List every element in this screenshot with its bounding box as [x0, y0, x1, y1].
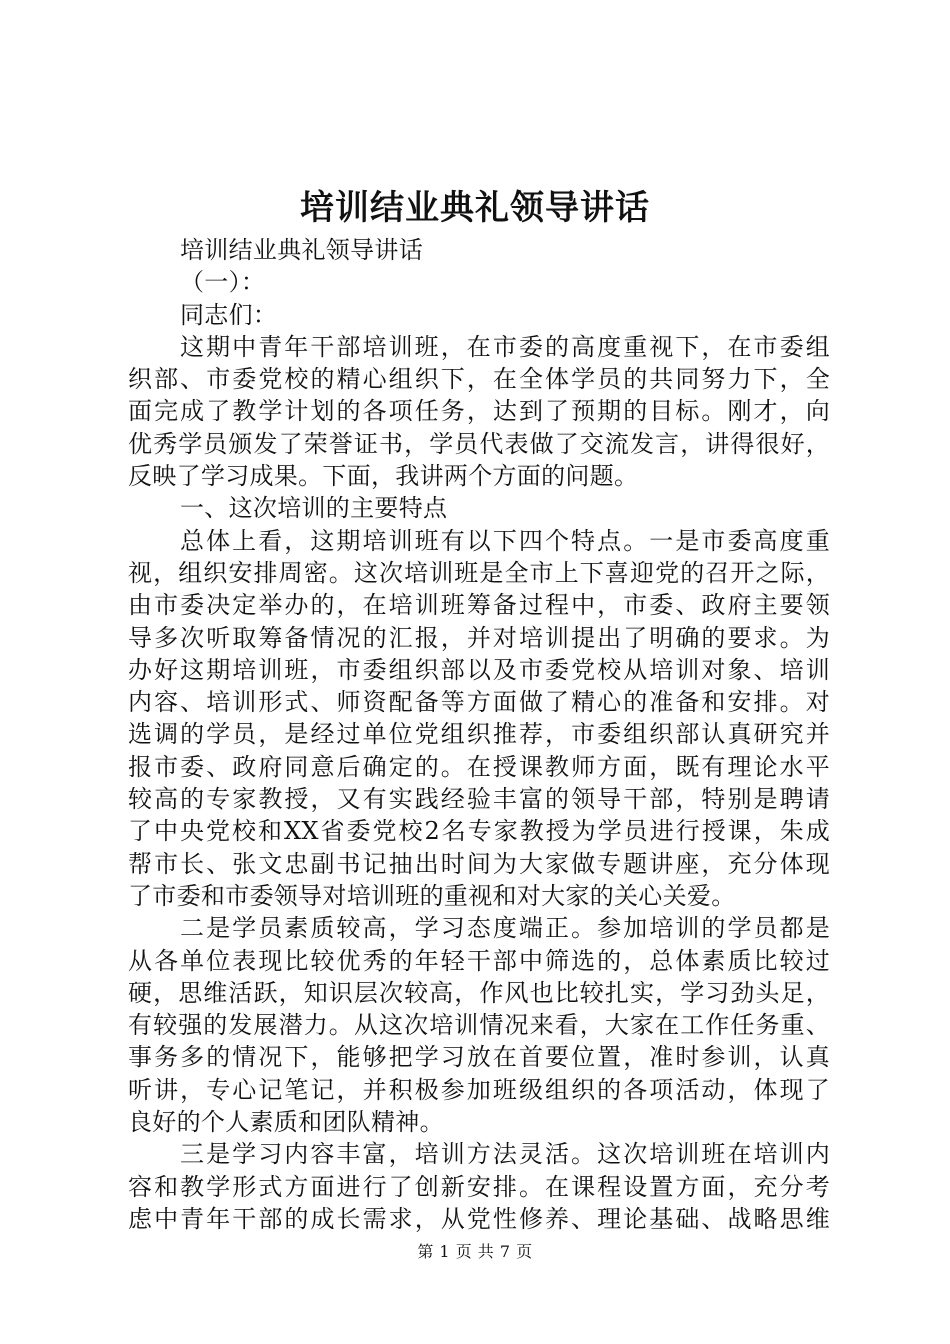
paragraph-line: 内容、培训形式、师资配备等方面做了精心的准备和安排。对 — [128, 688, 830, 717]
paragraph-line: 织部、市委党校的精心组织下，在全体学员的共同努力下，全 — [128, 365, 830, 394]
paragraph-line: 良好的个人素质和团队精神。 — [128, 1108, 444, 1137]
paragraph-line: 三是学习内容丰富，培训方法灵活。这次培训班在培训内 — [180, 1140, 830, 1169]
paragraph-line: 视，组织安排周密。这次培训班是全市上下喜迎党的召开之际， — [128, 558, 830, 587]
document-title: 培训结业典礼领导讲话 — [300, 188, 650, 228]
paragraph-line: 二是学员素质较高，学习态度端正。参加培训的学员都是 — [180, 914, 830, 943]
paragraph-line: 办好这期培训班，市委组织部以及市委党校从培训对象、培训 — [128, 655, 830, 684]
paragraph-line: 报市委、政府同意后确定的。在授课教师方面，既有理论水平 — [128, 752, 830, 781]
paragraph-line: 事务多的情况下，能够把学习放在首要位置，准时参训，认真 — [128, 1043, 830, 1072]
paragraph-line: 容和教学形式方面进行了创新安排。在课程设置方面，充分考 — [128, 1172, 830, 1201]
paragraph-line: 了中央党校和XX省委党校2名专家教授为学员进行授课，朱成 — [128, 817, 830, 846]
paragraph-line: 有较强的发展潜力。从这次培训情况来看，大家在工作任务重、 — [128, 1011, 830, 1040]
paragraph-line: 面完成了教学计划的各项任务，达到了预期的目标。刚才，向 — [128, 397, 830, 426]
paragraph-line: 优秀学员颁发了荣誉证书，学员代表做了交流发言，讲得很好， — [128, 429, 830, 458]
paragraph-line: 较高的专家教授，又有实践经验丰富的领导干部，特别是聘请 — [128, 785, 830, 814]
page-number-footer: 第 1 页 共 7 页 — [417, 1242, 533, 1261]
paragraph-line: 从各单位表现比较优秀的年轻干部中筛选的，总体素质比较过 — [128, 946, 830, 975]
paragraph-line: 总体上看，这期培训班有以下四个特点。一是市委高度重 — [180, 526, 830, 555]
paragraph-line: 了市委和市委领导对培训班的重视和对大家的关心关爱。 — [128, 881, 736, 910]
paragraph-line: 由市委决定举办的，在培训班筹备过程中，市委、政府主要领 — [128, 591, 830, 620]
section-heading: 一、这次培训的主要特点 — [180, 494, 448, 523]
section-number-line: （一）： — [180, 268, 266, 297]
document-body — [128, 234, 830, 1235]
salutation-line: 同志们： — [180, 300, 278, 329]
paragraph-line: 听讲，专心记笔记，并积极参加班级组织的各项活动，体现了 — [128, 1075, 830, 1104]
paragraph-line: 虑中青年干部的成长需求，从党性修养、理论基础、战略思维 — [128, 1204, 830, 1233]
subtitle-line: 培训结业典礼领导讲话 — [180, 236, 423, 264]
paragraph-line: 导多次听取筹备情况的汇报，并对培训提出了明确的要求。为 — [128, 623, 830, 652]
paragraph-line: 硬，思维活跃，知识层次较高，作风也比较扎实，学习劲头足， — [128, 978, 830, 1007]
paragraph-line: 这期中青年干部培训班，在市委的高度重视下，在市委组 — [180, 332, 830, 361]
paragraph-line: 帮市长、张文忠副书记抽出时间为大家做专题讲座，充分体现 — [128, 849, 830, 878]
paragraph-line: 反映了学习成果。下面，我讲两个方面的问题。 — [128, 462, 639, 491]
paragraph-line: 选调的学员，是经过单位党组织推荐，市委组织部认真研究并 — [128, 720, 830, 749]
